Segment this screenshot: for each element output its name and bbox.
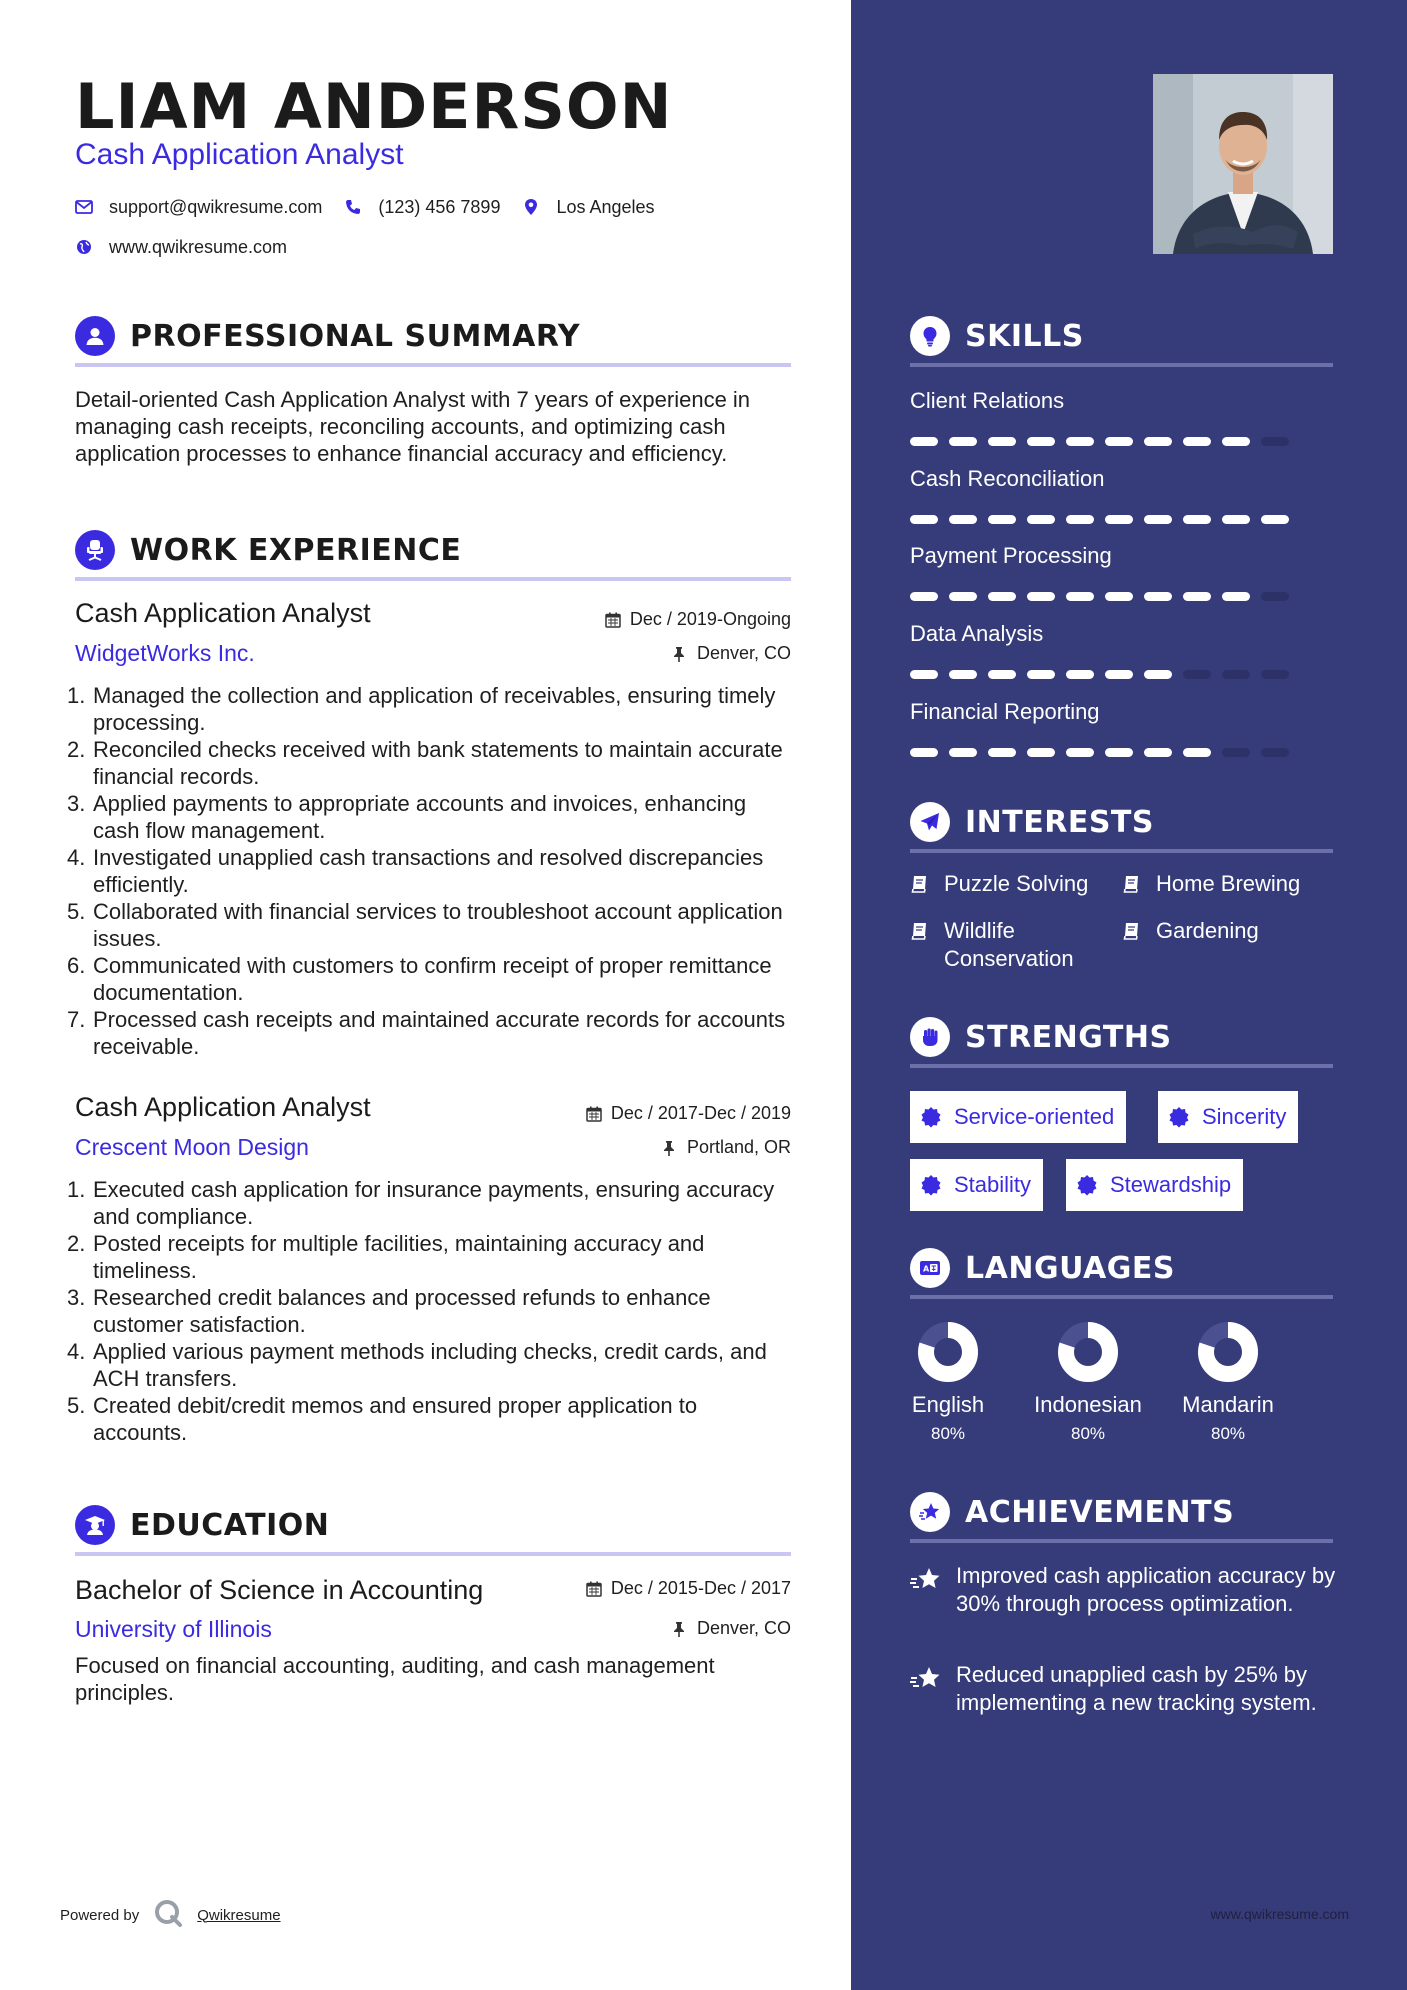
skill-segment-filled bbox=[1183, 437, 1211, 446]
skill-segment-filled bbox=[910, 670, 938, 679]
skill-bar bbox=[910, 437, 1300, 446]
list-item: 5. Collaborated with financial services to troubleshoot account application issues. bbox=[67, 899, 783, 951]
skill-segment-filled bbox=[910, 515, 938, 524]
list-item: 1. Executed cash application for insurance payments, ensuring accuracy and compliance. bbox=[67, 1177, 775, 1229]
contact-website[interactable] bbox=[75, 237, 287, 258]
contact-email[interactable] bbox=[75, 197, 322, 218]
skill-segment-filled bbox=[988, 515, 1016, 524]
skill-segment-filled bbox=[1105, 670, 1133, 679]
skill-label: Payment Processing bbox=[910, 543, 1112, 568]
skill-label: Data Analysis bbox=[910, 621, 1044, 646]
certificate-badge-icon bbox=[1076, 1174, 1098, 1196]
skill-segment-filled bbox=[1222, 515, 1250, 524]
language-percent: 80% bbox=[930, 1424, 966, 1443]
strength-tag: Stability bbox=[910, 1159, 1043, 1211]
achievements-divider bbox=[910, 1539, 1333, 1543]
language-item bbox=[1033, 1320, 1143, 1444]
certificate-badge-icon bbox=[920, 1174, 942, 1196]
user-icon bbox=[75, 316, 115, 356]
interest-item: Gardening bbox=[1122, 917, 1342, 945]
strengths-title: STRENGTHS bbox=[965, 1019, 1172, 1055]
skill-segment-filled bbox=[1105, 592, 1133, 601]
skill-segment-filled bbox=[988, 670, 1016, 679]
skill-segment-filled bbox=[1066, 748, 1094, 757]
location-text: Los Angeles bbox=[556, 196, 655, 217]
skill-segment-filled bbox=[949, 748, 977, 757]
skill-segment-filled bbox=[1222, 437, 1250, 446]
skill-segment-filled bbox=[1066, 515, 1094, 524]
skill-segment-filled bbox=[1183, 748, 1211, 757]
skill-segment-filled bbox=[910, 748, 938, 757]
skill-segment-filled bbox=[910, 437, 938, 446]
list-item: 1. Managed the collection and application of receivables, ensuring timely processing. bbox=[67, 683, 776, 735]
list-item: 2. Reconciled checks received with bank statements to maintain accurate financial records. bbox=[67, 737, 783, 789]
skill-bar bbox=[910, 515, 1300, 524]
achievements-heading bbox=[910, 1492, 1234, 1532]
skill-label: Client Relations bbox=[910, 388, 1065, 413]
list-item: 3. Researched credit balances and processed refunds to enhance customer satisfaction. bbox=[67, 1285, 711, 1337]
interests-divider bbox=[910, 849, 1333, 853]
skill-segment-filled bbox=[988, 748, 1016, 757]
list-item: 5. Created debit/credit memos and ensured proper application to accounts. bbox=[67, 1393, 698, 1445]
email-text: support@qwikresume.com bbox=[109, 196, 323, 217]
job-1-company: WidgetWorks Inc. bbox=[75, 640, 255, 666]
skills-heading bbox=[910, 316, 1084, 356]
strength-tag: Stewardship bbox=[1066, 1159, 1243, 1211]
interest-item: Wildlife Conservation bbox=[910, 917, 1110, 973]
shooting-star-icon bbox=[910, 1665, 942, 1693]
envelope-icon bbox=[75, 198, 93, 216]
interest-item: Puzzle Solving bbox=[910, 870, 1110, 898]
education-degree: Bachelor of Science in Accounting bbox=[75, 1575, 484, 1605]
list-item: 4. Applied various payment methods including checks, credit cards, and ACH transfers. bbox=[67, 1339, 767, 1391]
summary-heading bbox=[75, 316, 580, 356]
skill-segment-filled bbox=[910, 592, 938, 601]
skill-segment-filled bbox=[949, 515, 977, 524]
skill-segment-empty bbox=[1261, 670, 1289, 679]
interests-heading bbox=[910, 802, 1154, 842]
job-2-location: Portland, OR bbox=[662, 1137, 791, 1158]
website-text: www.qwikresume.com bbox=[109, 236, 288, 257]
footer-powered-by bbox=[60, 1898, 281, 1932]
skill-segment-filled bbox=[1144, 670, 1172, 679]
summary-title: PROFESSIONAL SUMMARY bbox=[130, 318, 581, 354]
calendar-icon bbox=[605, 612, 621, 628]
list-item: 6. Communicated with customers to confirm receipt of proper remittance documentation. bbox=[67, 953, 772, 1005]
footer-url[interactable]: www.qwikresume.com bbox=[1210, 1906, 1349, 1922]
contact-phone[interactable] bbox=[344, 197, 500, 218]
strengths-heading bbox=[910, 1017, 1172, 1057]
shooting-star-icon bbox=[910, 1566, 942, 1594]
office-chair-icon bbox=[75, 530, 115, 570]
languages-divider bbox=[910, 1295, 1333, 1299]
skill-bar bbox=[910, 748, 1300, 757]
skill-segment-filled bbox=[1027, 592, 1055, 601]
skill-segment-filled bbox=[1066, 437, 1094, 446]
list-item: 4. Investigated unapplied cash transactions and resolved discrepancies efficiently. bbox=[67, 845, 764, 897]
skill-segment-filled bbox=[1144, 592, 1172, 601]
phone-text: (123) 456 7899 bbox=[378, 196, 501, 217]
book-icon bbox=[1122, 873, 1142, 893]
education-dates: Dec / 2015-Dec / 2017 bbox=[586, 1578, 791, 1599]
phone-icon bbox=[344, 198, 362, 216]
skill-segment-filled bbox=[1027, 670, 1055, 679]
skill-segment-filled bbox=[1066, 592, 1094, 601]
skill-segment-filled bbox=[1105, 437, 1133, 446]
profile-photo bbox=[1153, 74, 1333, 254]
list-item: 7. Processed cash receipts and maintained accurate records for accounts receivable. bbox=[67, 1007, 786, 1059]
job-1-dates: Dec / 2019-Ongoing bbox=[605, 609, 791, 630]
certificate-badge-icon bbox=[920, 1106, 942, 1128]
strength-tag: Service-oriented bbox=[910, 1091, 1126, 1143]
language-item bbox=[1173, 1320, 1283, 1444]
lightbulb-icon bbox=[910, 316, 950, 356]
skill-segment-filled bbox=[1066, 670, 1094, 679]
summary-text: Detail-oriented Cash Application Analyst with 7 years of experience in managing cash receipts, reconciling accounts, and optimizing cash application processes to enhance financial accuracy and efficiency. bbox=[75, 387, 751, 466]
language-card-icon bbox=[910, 1248, 950, 1288]
skill-segment-filled bbox=[949, 592, 977, 601]
language-name: Indonesian bbox=[1034, 1392, 1142, 1417]
skill-segment-empty bbox=[1261, 748, 1289, 757]
skill-segment-filled bbox=[988, 592, 1016, 601]
skill-segment-filled bbox=[1144, 748, 1172, 757]
experience-heading bbox=[75, 530, 461, 570]
pushpin-icon bbox=[662, 1140, 678, 1156]
job-2-title: Cash Application Analyst bbox=[75, 1092, 371, 1122]
interests-title: INTERESTS bbox=[965, 804, 1154, 840]
skill-segment-filled bbox=[988, 437, 1016, 446]
strengths-divider bbox=[910, 1064, 1333, 1068]
job-1-bullets bbox=[67, 682, 793, 1060]
interest-item: Home Brewing bbox=[1122, 870, 1342, 898]
language-name: English bbox=[911, 1392, 985, 1417]
education-school: University of Illinois bbox=[75, 1616, 272, 1642]
skill-segment-filled bbox=[1105, 515, 1133, 524]
skill-bar bbox=[910, 670, 1300, 679]
qwikresume-link[interactable]: Qwikresume bbox=[197, 1906, 281, 1924]
skill-segment-filled bbox=[1105, 748, 1133, 757]
skill-segment-filled bbox=[1183, 592, 1211, 601]
experience-title: WORK EXPERIENCE bbox=[130, 532, 462, 568]
skill-segment-filled bbox=[1222, 592, 1250, 601]
skill-segment-filled bbox=[1144, 515, 1172, 524]
education-divider bbox=[75, 1552, 791, 1556]
book-icon bbox=[910, 920, 930, 940]
skill-segment-empty bbox=[1222, 748, 1250, 757]
education-title: EDUCATION bbox=[130, 1507, 330, 1543]
list-item: 2. Posted receipts for multiple facilities, maintaining accuracy and timeliness. bbox=[67, 1231, 705, 1283]
skill-segment-filled bbox=[1261, 515, 1289, 524]
job-1-location: Denver, CO bbox=[672, 643, 791, 664]
language-donut bbox=[916, 1320, 980, 1384]
map-pin-icon bbox=[522, 198, 540, 216]
language-donut bbox=[1196, 1320, 1260, 1384]
skill-segment-filled bbox=[949, 437, 977, 446]
education-heading bbox=[75, 1505, 329, 1545]
language-item bbox=[893, 1320, 1003, 1444]
achievement-item: Improved cash application accuracy by 30% through process optimization. bbox=[910, 1562, 1340, 1618]
candidate-name: LIAM ANDERSON bbox=[75, 70, 673, 143]
job-1-title: Cash Application Analyst bbox=[75, 598, 371, 628]
contact-info bbox=[75, 194, 815, 274]
language-percent: 80% bbox=[1070, 1424, 1106, 1443]
language-name: Mandarin bbox=[1182, 1392, 1274, 1417]
experience-divider bbox=[75, 577, 791, 581]
globe-icon bbox=[75, 238, 93, 256]
skill-segment-filled bbox=[1027, 515, 1055, 524]
fist-icon bbox=[910, 1017, 950, 1057]
book-icon bbox=[1122, 920, 1142, 940]
skill-label: Cash Reconciliation bbox=[910, 466, 1105, 491]
pushpin-icon bbox=[672, 646, 688, 662]
qwikresume-logo-icon bbox=[153, 1898, 183, 1932]
language-donut bbox=[1056, 1320, 1120, 1384]
languages-heading bbox=[910, 1248, 1175, 1288]
skill-segment-empty bbox=[1261, 437, 1289, 446]
calendar-icon bbox=[586, 1106, 602, 1122]
certificate-badge-icon bbox=[1168, 1106, 1190, 1128]
skill-segment-filled bbox=[1027, 748, 1055, 757]
pushpin-icon bbox=[672, 1621, 688, 1637]
star-icon bbox=[910, 1492, 950, 1532]
book-icon bbox=[910, 873, 930, 893]
list-item: 3. Applied payments to appropriate accounts and invoices, enhancing cash flow management. bbox=[67, 791, 747, 843]
achievement-item: Reduced unapplied cash by 25% by implementing a new tracking system. bbox=[910, 1661, 1340, 1717]
skill-segment-filled bbox=[1027, 437, 1055, 446]
summary-divider bbox=[75, 363, 791, 367]
powered-by-text: Powered by bbox=[60, 1906, 140, 1924]
skill-label: Financial Reporting bbox=[910, 699, 1100, 724]
education-text: Focused on financial accounting, auditing, and cash management principles. bbox=[75, 1653, 715, 1705]
candidate-title: Cash Application Analyst bbox=[75, 138, 404, 171]
contact-location bbox=[522, 197, 654, 218]
skills-divider bbox=[910, 363, 1333, 367]
achievements-title: ACHIEVEMENTS bbox=[965, 1494, 1235, 1530]
skill-segment-empty bbox=[1222, 670, 1250, 679]
svg-text:A: A bbox=[923, 1264, 930, 1274]
skill-bar bbox=[910, 592, 1300, 601]
skill-segment-filled bbox=[949, 670, 977, 679]
education-location: Denver, CO bbox=[672, 1618, 791, 1639]
strength-tag: Sincerity bbox=[1158, 1091, 1298, 1143]
skill-segment-empty bbox=[1261, 592, 1289, 601]
paper-plane-icon bbox=[910, 802, 950, 842]
calendar-icon bbox=[586, 1581, 602, 1597]
graduate-icon bbox=[75, 1505, 115, 1545]
job-2-bullets bbox=[67, 1176, 793, 1446]
job-2-company: Crescent Moon Design bbox=[75, 1134, 309, 1160]
language-percent: 80% bbox=[1210, 1424, 1246, 1443]
job-2-dates: Dec / 2017-Dec / 2019 bbox=[586, 1103, 791, 1124]
skill-segment-filled bbox=[1144, 437, 1172, 446]
skill-segment-empty bbox=[1183, 670, 1211, 679]
skill-segment-filled bbox=[1183, 515, 1211, 524]
skills-title: SKILLS bbox=[965, 318, 1084, 354]
languages-title: LANGUAGES bbox=[965, 1250, 1175, 1286]
